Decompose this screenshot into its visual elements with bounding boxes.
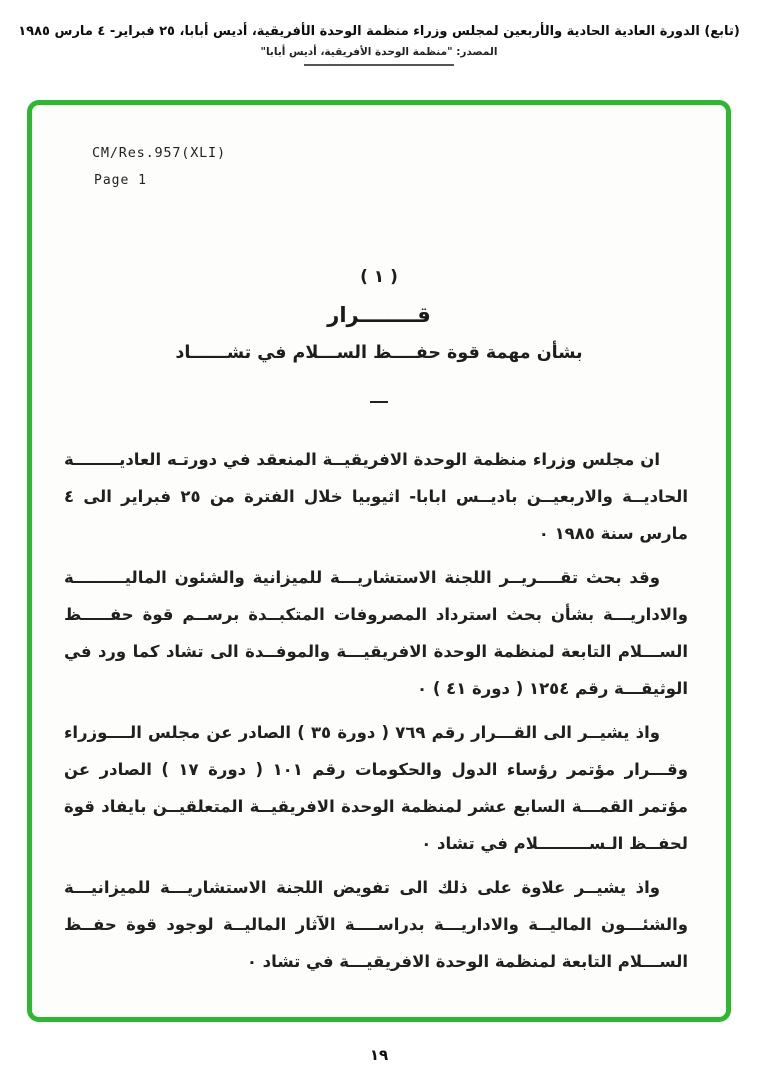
source-caption	[0, 24, 758, 66]
page-number: ١٩	[369, 1046, 389, 1064]
resolution-body	[64, 441, 688, 987]
separator-dash	[370, 401, 388, 403]
scanned-document-frame	[27, 100, 731, 1022]
paragraph-preamble: ان مجلس وزراء منظمة الوحدة الافريقيــة المنعقد في دورتـه العاديــــــــة الحاديــة والاربعيــن باديــس ابابا- اثيوبيا خلال الفترة من ٢٥ فبراير الى ٤ مارس سنة ١٩٨٥ ٠	[64, 450, 688, 543]
resolution-subtitle: بشأن مهمة قوة حفــــظ الســـلام في تشــــــاد	[175, 343, 583, 363]
paragraph-recalling-resolutions: واذ يشيــر الى القـــرار رقم ٧٦٩ ( دورة ٣٥ ) الصادر عن مجلس الــــوزراء وقـــرار مؤتمر رؤساء الدول والحكومات رقم ١٠١ ( دورة ١٧ ) الصادر عن مؤتمر القمـــة السابع عشر لمنظمة الوحدة الافريقيــة المتعلقيــن بايفاد قوة لحفــظ الـســـــــــلام في تشاد ٠	[64, 723, 688, 853]
document-reference: CM/Res.957(XLI)	[92, 145, 226, 161]
resolution-title: قــــــــرار	[327, 303, 431, 327]
caption-divider	[304, 64, 454, 66]
caption-source-line: المصدر: "منظمة الوحدة الأفريقية، أديس أبابا"	[260, 46, 498, 58]
document-page-label: Page 1	[94, 173, 147, 188]
paragraph-recalling-mandate: واذ يشيــر علاوة على ذلك الى تفويض اللجنة الاستشاريـــة للميزانيـــة والشئـــون الماليــة والاداريـــة بدراســــة الآثار الماليــة لوجود قوة حفــظ الســـلام التابعة لمنظمة الوحدة الافريقيـــة في تشاد ٠	[64, 878, 688, 971]
section-number: ( ١ )	[360, 267, 398, 287]
caption-session-title: (تابع) الدورة العادية الحادية والأربعين لمجلس وزراء منظمة الوحدة الأفريقية، أديس أبابا، ٢٥ فبراير- ٤ مارس ١٩٨٥	[18, 24, 740, 39]
paragraph-considered-report: وقد بحث تقــــريــر اللجنة الاستشاريـــة للميزانية والشئون الماليـــــــــة والاداريـــة بشأن بحث استرداد المصروفات المتكبــدة برســم قوة حفـــــظ الســـلام التابعة لمنظمة الوحدة الافريقيـــة والموفــدة الى تشاد كما ورد في الوثيقـــة رقم ١٢٥٤ ( دورة ٤١ ) ٠	[64, 568, 688, 698]
